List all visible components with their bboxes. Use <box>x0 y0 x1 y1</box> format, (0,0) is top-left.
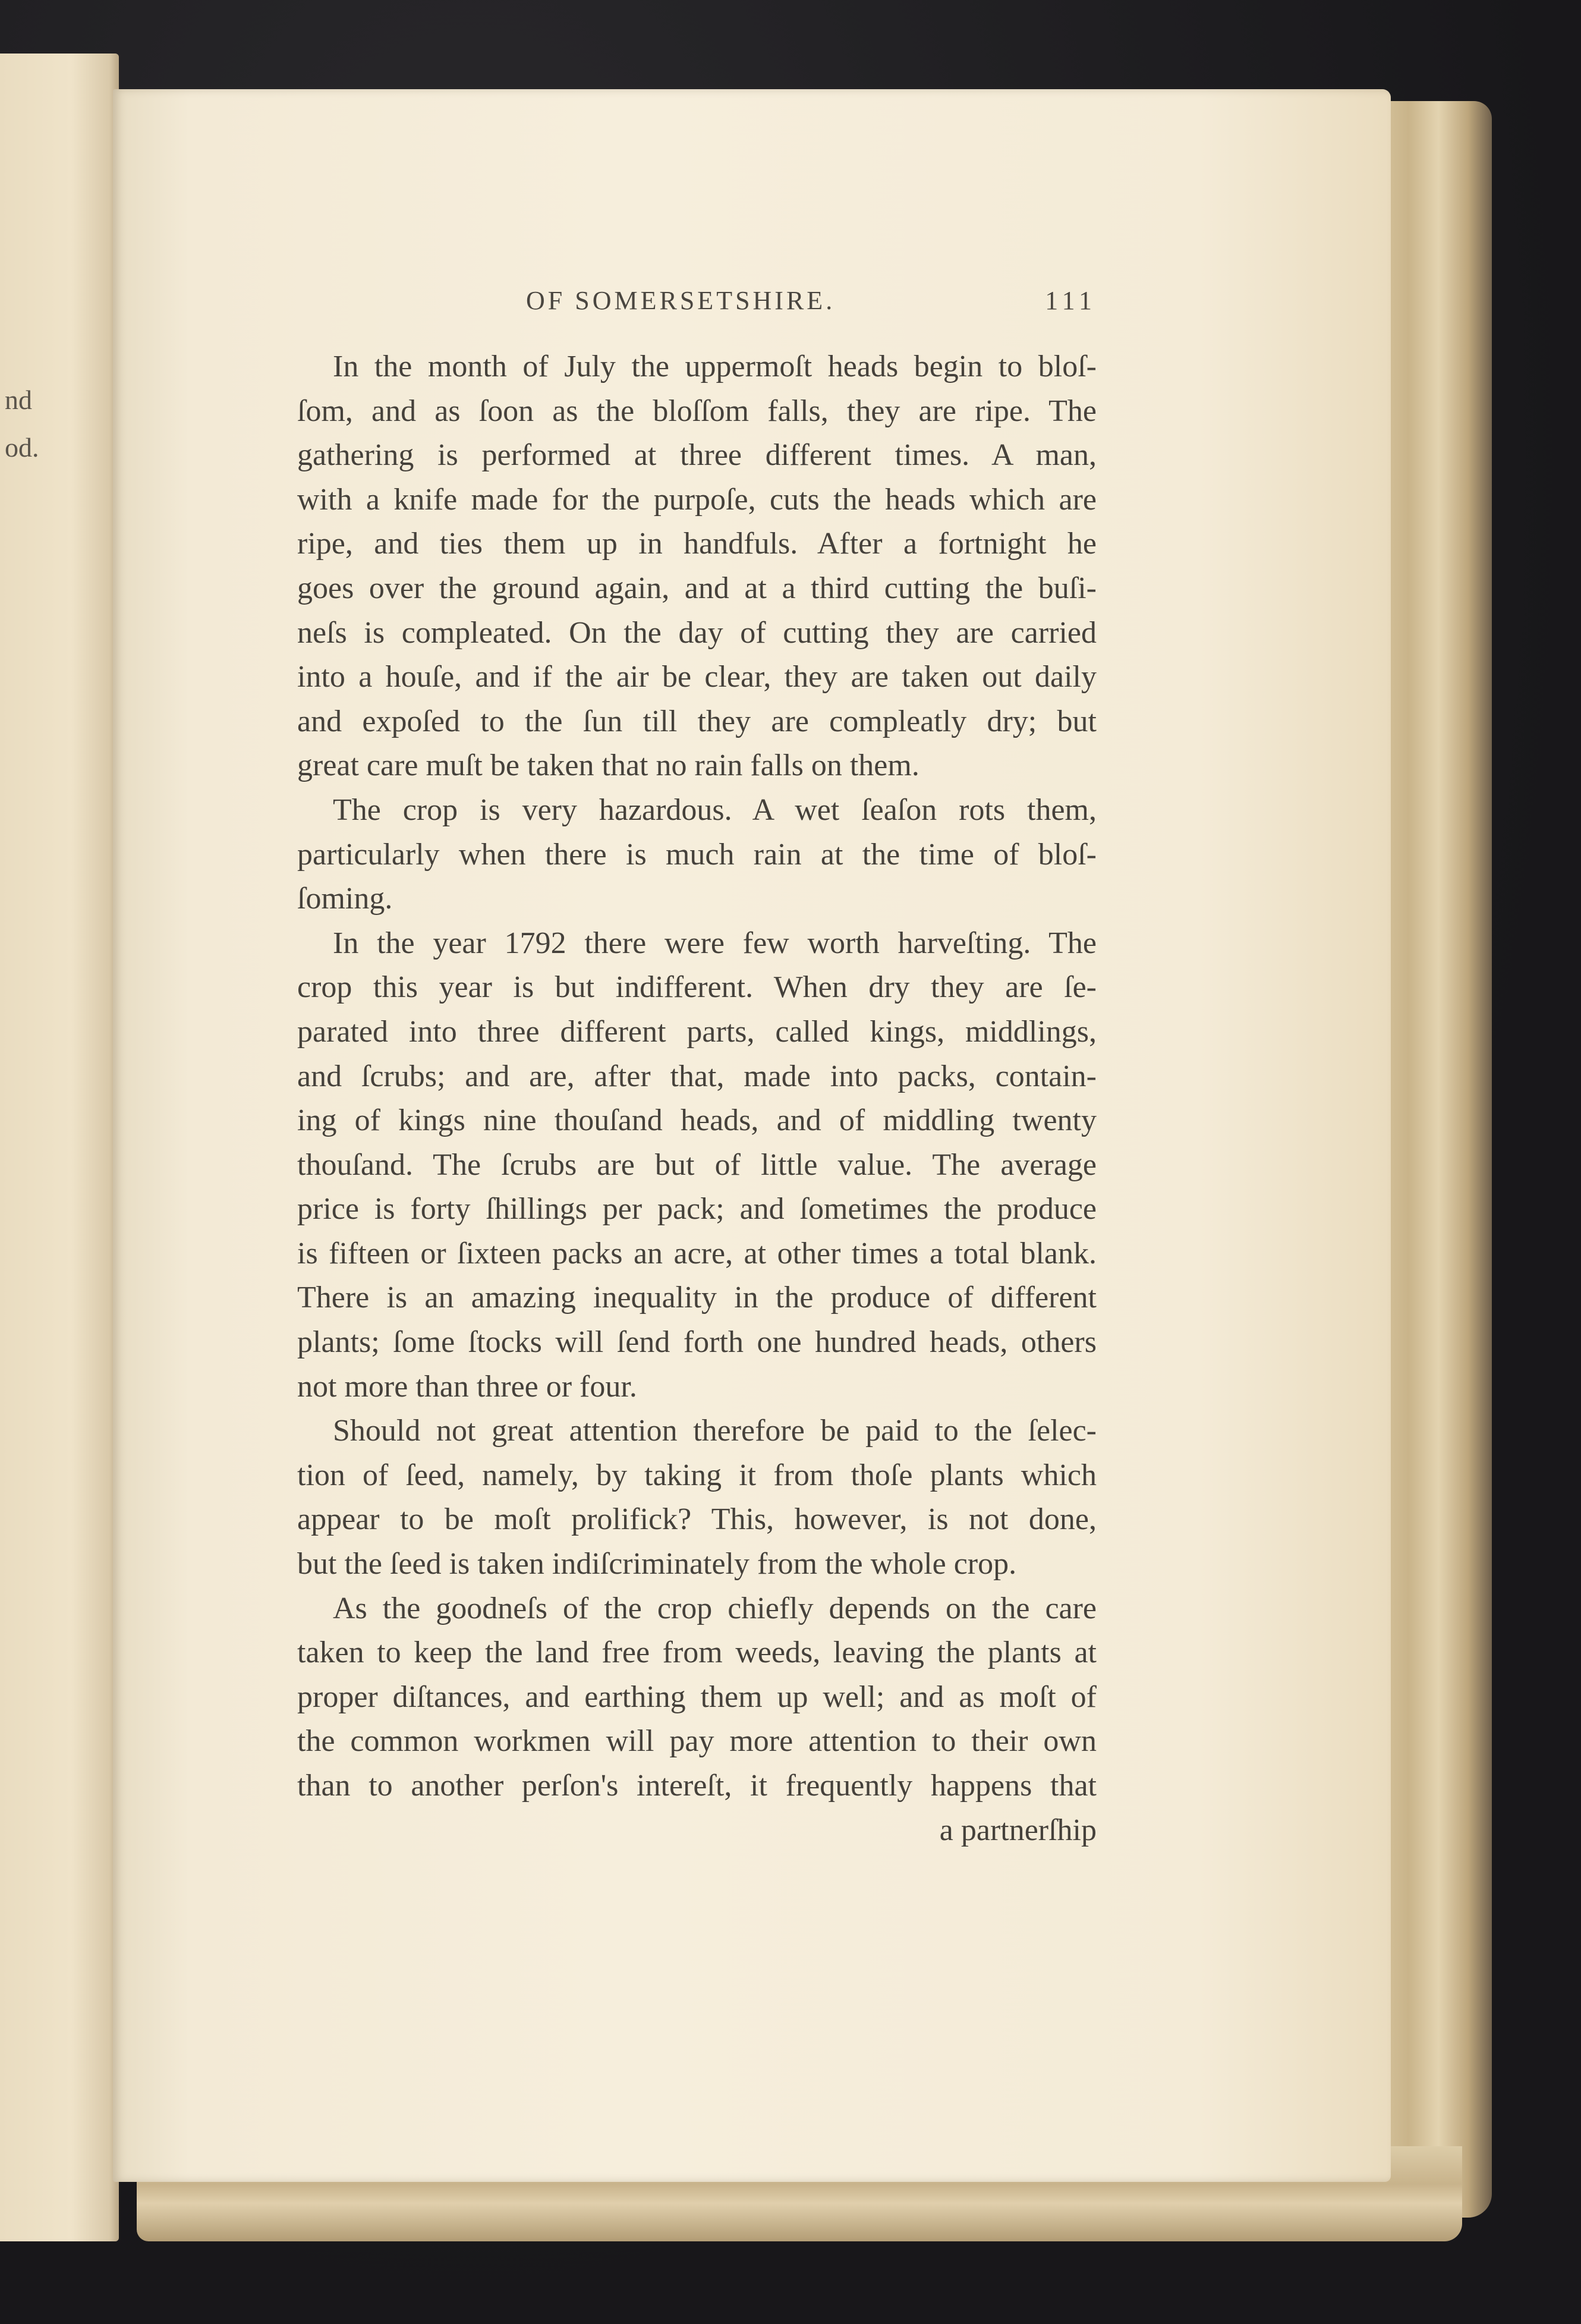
text-line: thouſand. The ſcrubs are but of little value. The average <box>297 1147 1097 1182</box>
text-line: ſom, and as ſoon as the bloſſom falls, they are ripe. The <box>297 394 1097 428</box>
text-line: In the year 1792 there were few worth harveſting. The <box>333 926 1097 960</box>
text-line: goes over the ground again, and at a third cutting the buſi- <box>297 571 1097 605</box>
text-line: not more than three or four. <box>297 1369 637 1404</box>
body-text <box>297 345 1097 1853</box>
text-line: with a knife made for the purpoſe, cuts the heads which are <box>297 482 1097 517</box>
page-edges-right <box>1373 101 1492 2218</box>
text-line: than to another perſon's intereſt, it frequently happens that <box>297 1769 1097 1803</box>
text-line: The crop is very hazardous. A wet ſeaſon rots them, <box>333 793 1097 827</box>
catchword: a partnerſhip <box>939 1813 1097 1847</box>
text-line: In the month of July the uppermoſt heads begin to bloſ- <box>333 350 1097 383</box>
text-line: As the goodneſs of the crop chiefly depends on the care <box>333 1591 1097 1625</box>
text-line: ripe, and ties them up in handfuls. After a fortnight he <box>297 527 1097 561</box>
text-line: great care muſt be taken that no rain falls on them. <box>297 749 919 783</box>
running-title: OF SOMERSETSHIRE. <box>526 286 836 315</box>
text-line: Should not great attention therefore be paid to the ſelec- <box>333 1414 1097 1448</box>
text-line: proper diſtances, and earthing them up well; and as moſt of <box>297 1680 1097 1714</box>
text-line: parated into three different parts, called kings, middlings, <box>297 1014 1097 1049</box>
text-line: neſs is compleated. On the day of cutting they are carried <box>297 615 1097 650</box>
text-line: into a houſe, and if the air be clear, they are taken out daily <box>297 660 1097 694</box>
text-line: appear to be moſt prolifick? This, however, is not done, <box>297 1502 1097 1537</box>
page-number: 111 <box>1045 286 1097 315</box>
text-line: crop this year is but indifferent. When dry they are ſe- <box>297 970 1097 1005</box>
text-line: plants; ſome ſtocks will ſend forth one hundred heads, others <box>297 1325 1097 1360</box>
text-line: taken to keep the land free from weeds, leaving the plants at <box>297 1636 1097 1670</box>
text-line: particularly when there is much rain at the time of bloſ- <box>297 837 1097 872</box>
text-line: tion of ſeed, namely, by taking it from thoſe plants which <box>297 1458 1097 1492</box>
text-line: ſoming. <box>297 882 393 916</box>
text-line: ing of kings nine thouſand heads, and of middling twenty <box>297 1103 1097 1138</box>
text-line: the common workmen will pay more attention to their own <box>297 1724 1097 1759</box>
text-line: and ſcrubs; and are, after that, made into packs, contain- <box>297 1059 1097 1093</box>
running-head <box>526 285 1097 321</box>
text-line: price is forty ſhillings per pack; and ſometimes the produce <box>297 1192 1097 1227</box>
text-line: and expoſed to the ſun till they are compleatly dry; but <box>297 704 1097 738</box>
facing-page-fragment: nd <box>5 385 32 415</box>
facing-page-fragment: od. <box>5 432 39 463</box>
text-line: but the ſeed is taken indiſcriminately from the whole crop. <box>297 1547 1017 1581</box>
text-line: is fifteen or ſixteen packs an acre, at other times a total blank. <box>297 1236 1097 1271</box>
text-line: gathering is performed at three different times. A man, <box>297 438 1097 473</box>
text-line: There is an amazing inequality in the produce of different <box>297 1281 1097 1315</box>
facing-page <box>0 54 119 2241</box>
